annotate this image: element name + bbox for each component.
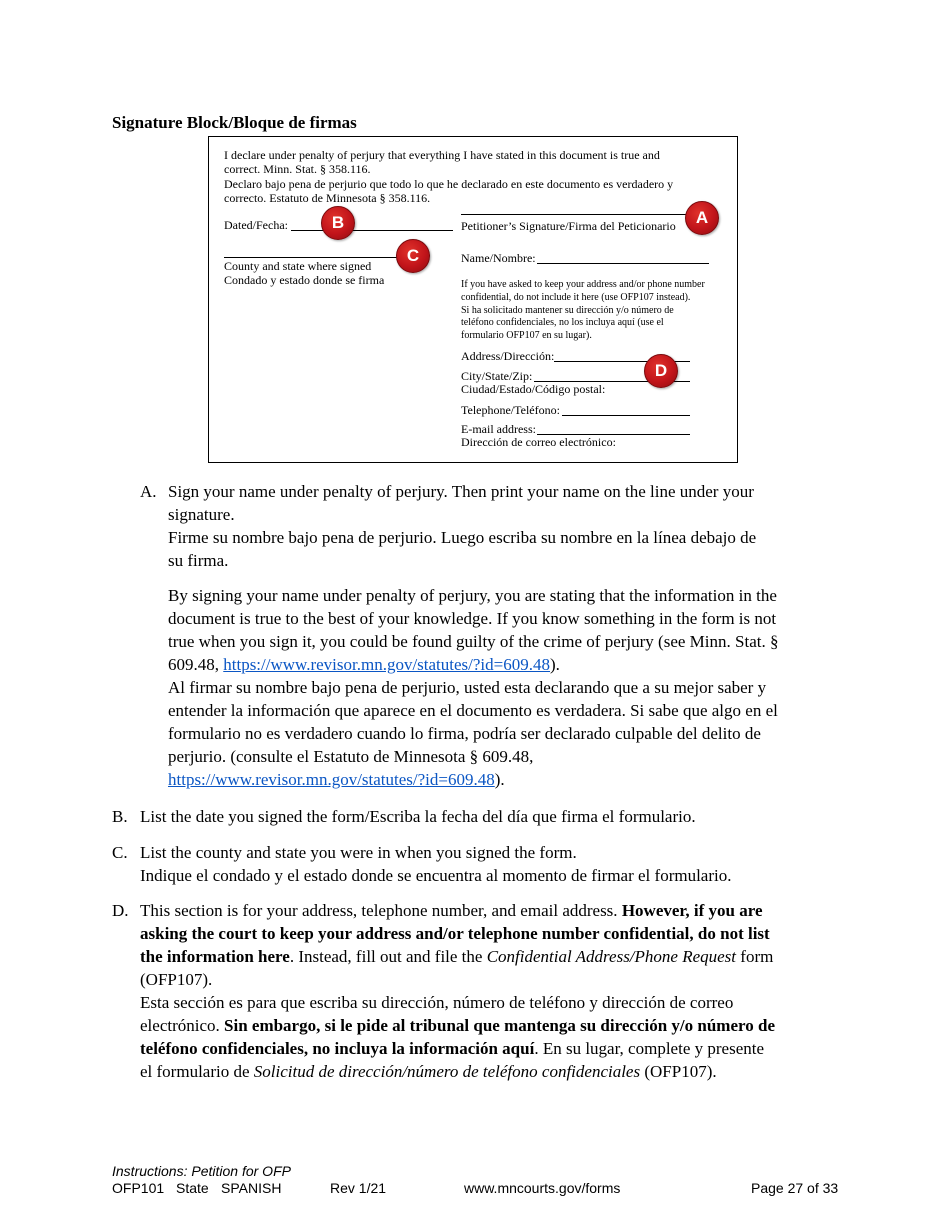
section-title: Signature Block/Bloque de firmas xyxy=(112,113,357,132)
confidential-note-line: If you have asked to keep your address and/or phone number xyxy=(461,279,705,290)
footer-form-code: OFP101 xyxy=(112,1180,165,1196)
declaration-es-line-1: Declaro bajo pena de perjurio que todo lo que he declarado en este documento es verdadero y xyxy=(224,177,674,191)
item-marker: C. xyxy=(112,843,128,862)
telephone-line[interactable] xyxy=(562,415,690,416)
dated-line[interactable] xyxy=(291,230,453,231)
county-label-en: County and state where signed xyxy=(224,259,372,273)
signature-line[interactable] xyxy=(461,214,689,215)
email-label-es: Dirección de correo electrónico: xyxy=(461,435,616,449)
instruction-text: teléfono confidenciales, no incluya la información aquí. En su lugar, complete y presente xyxy=(140,1039,765,1058)
item-marker: A. xyxy=(140,482,157,501)
instruction-text: signature. xyxy=(168,505,235,524)
badge-d-icon: D xyxy=(644,354,678,388)
footer-doc-title: Instructions: Petition for OFP xyxy=(112,1163,291,1179)
city-label-en: City/State/Zip: xyxy=(461,369,533,383)
telephone-label: Telephone/Teléfono: xyxy=(461,403,560,417)
instruction-text: By signing your name under penalty of perjury, you are stating that the information in the xyxy=(168,586,777,605)
county-line[interactable] xyxy=(224,257,404,258)
declaration-en-line-2: correct. Minn. Stat. § 358.116. xyxy=(224,162,371,176)
footer-page-number: Page 27 of 33 xyxy=(751,1180,839,1196)
confidential-note-line: Si ha solicitado mantener su dirección y/o número de xyxy=(461,305,674,316)
instruction-text: This section is for your address, telephone number, and email address. However, if you are xyxy=(140,901,763,920)
declaration-en-line-1: I declare under penalty of perjury that everything I have stated in this document is true and xyxy=(224,148,660,162)
instruction-text: asking the court to keep your address and/or telephone number confidential, do not list xyxy=(140,924,770,943)
footer-website: www.mncourts.gov/forms xyxy=(464,1180,621,1196)
instruction-text: true when you sign it, you could be found guilty of the crime of perjury (see Minn. Stat. § xyxy=(168,632,779,651)
name-label: Name/Nombre: xyxy=(461,251,536,265)
instruction-text: document is true to the best of your knowledge. If you know something in the form is not xyxy=(168,609,777,628)
statute-link[interactable]: https://www.revisor.mn.gov/statutes/?id=609.48 xyxy=(223,655,550,674)
footer-state: State xyxy=(176,1180,209,1196)
instruction-text: entender la información que aparece en el documento es verdadera. Si sabe que algo en el xyxy=(168,701,778,720)
email-label-en: E-mail address: xyxy=(461,422,536,436)
county-label-es: Condado y estado donde se firma xyxy=(224,273,385,287)
instruction-text: List the county and state you were in when you signed the form. xyxy=(140,843,577,862)
statute-link[interactable]: https://www.revisor.mn.gov/statutes/?id=609.48 xyxy=(168,770,495,789)
declaration-es-line-2: correcto. Estatuto de Minnesota § 358.116. xyxy=(224,191,431,205)
instruction-text: Firme su nombre bajo pena de perjurio. Luego escriba su nombre en la línea debajo de xyxy=(168,528,757,547)
instruction-text: el formulario de Solicitud de dirección/número de teléfono confidenciales (OFP107). xyxy=(140,1062,717,1081)
footer-language: SPANISH xyxy=(221,1180,282,1196)
confidential-note-line: confidential, do not include it here (use OFP107 instead). xyxy=(461,292,691,303)
instruction-text: List the date you signed the form/Escriba la fecha del día que firma el formulario. xyxy=(140,807,696,826)
instruction-text: electrónico. Sin embargo, si le pide al tribunal que mantenga su dirección y/o número de xyxy=(140,1016,775,1035)
instruction-text: Esta sección es para que escriba su dirección, número de teléfono y dirección de correo xyxy=(140,993,734,1012)
confidential-note-line: formulario OFP107 en su lugar). xyxy=(461,330,592,341)
instruction-text: formulario no es verdadero cuando lo firma, podría ser declarado culpable del delito de xyxy=(168,724,761,743)
instruction-text: (OFP107). xyxy=(140,970,213,989)
signature-label: Petitioner’s Signature/Firma del Peticionario xyxy=(461,219,676,233)
dated-label: Dated/Fecha: xyxy=(224,218,288,232)
name-line[interactable] xyxy=(537,263,709,264)
instruction-text: the information here. Instead, fill out and file the Confidential Address/Phone Request form xyxy=(140,947,774,966)
address-label: Address/Dirección: xyxy=(461,349,555,363)
instruction-text: Sign your name under penalty of perjury. Then print your name on the line under your xyxy=(168,482,754,501)
instruction-text: Al firmar su nombre bajo pena de perjurio, usted esta declarando que a su mejor saber y xyxy=(168,678,767,697)
instruction-text: https://www.revisor.mn.gov/statutes/?id=609.48). xyxy=(168,770,505,789)
confidential-note-line: teléfono confidenciales, no los incluya aquí (use el xyxy=(461,317,664,328)
city-label-es: Ciudad/Estado/Código postal: xyxy=(461,382,606,396)
footer-revision: Rev 1/21 xyxy=(330,1180,387,1196)
badge-a-icon: A xyxy=(685,201,719,235)
signature-block xyxy=(208,136,738,463)
instruction-text: Indique el condado y el estado donde se encuentra al momento de firmar el formulario. xyxy=(140,866,732,885)
item-marker: D. xyxy=(112,901,129,920)
instruction-text: 609.48, https://www.revisor.mn.gov/statutes/?id=609.48). xyxy=(168,655,560,674)
item-marker: B. xyxy=(112,807,128,826)
instruction-text: perjurio. (consulte el Estatuto de Minnesota § 609.48, xyxy=(168,747,534,766)
instruction-text: su firma. xyxy=(168,551,229,570)
badge-b-icon: B xyxy=(321,206,355,240)
badge-c-icon: C xyxy=(396,239,430,273)
